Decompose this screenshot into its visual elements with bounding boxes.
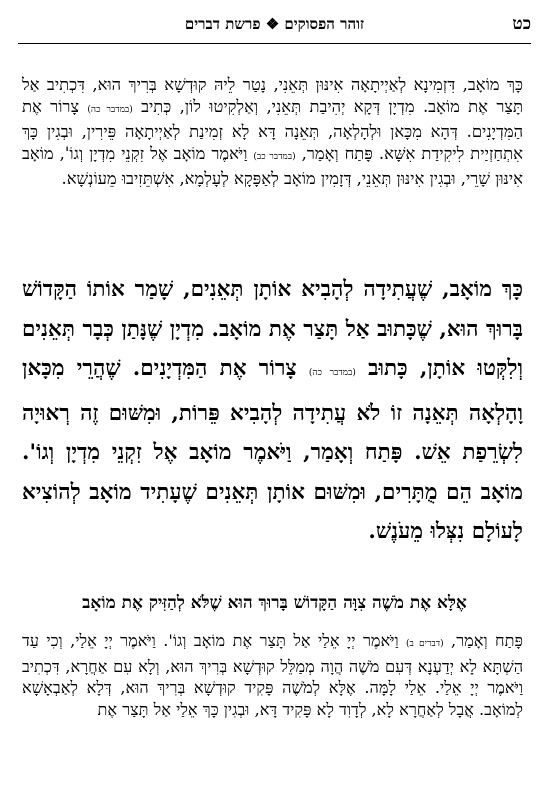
page-header (18, 14, 531, 38)
aramaic-1-text-a: כָּךְ מוֹאָב, דִּזְמִינָא לְאַיְיתָאָה אִינּוּן תְּאֵנִי, נָטַר לֵיהּ קוּדְשָׁא בְּרִיךְ הוּא, דִּכְתִיב אַל תָּצַר אֶת מוֹאָב. מִדְיָן דְּקָא יְהִיבַת תְּאֵנִי, וְאַלְקִיטוּ לוֹן, כְּתִיב (22, 75, 523, 116)
section-heading: אֶלָּא אֶת מֹשֶׁה צִוָּה הַקָּדוֹשׁ בָּרוּךְ הוּא שֶׁלֹּא לְהַזִּיק אֶת מוֹאָב (82, 593, 467, 613)
citation-devarim-2: (דברים ב) (406, 639, 444, 649)
hebrew-text-b: צָרוֹר אֶת הַמִּדְיָנִים. שֶׁהֲרֵי מִכָּאן וָהָלְאָה תְּאֵנָה זוֹ לֹא עֲתִידָה לְהָבִיא פֵּרוֹת, וּמִשּׁוּם זֶה רְאוּיָה לִשְׂרֵפַת אֵשׁ. פָּתַח וְאָמַר, וַיֹּאמֶר מוֹאָב אֶל זִקְנֵי מִדְיָן וְגוֹ'. מוֹאָב הֵם מֻתָּרִים, וּמִשּׁוּם אוֹתָן תְּאֵנִים שֶׁעָתִיד מוֹאָב לְהוֹצִיא לָעוֹלָם נִצְּלוּ מֵעֹנֶשׁ. (22, 356, 523, 544)
aramaic-2-text-a: פָּתַח וְאָמַר, (451, 631, 523, 650)
hebrew-translation-paragraph (22, 270, 523, 552)
aramaic-1-text-b: צָרוֹר אֶת הַמִּדְיָנִים. דְּהָא מִכָּאן וּלְהָלְאָה, תְּאֵנָה דָּא לָא זְמִינַת לְאַיְיתָאָה פֵּירִין, וּבְגִין כָּךְ אִתְחַזְיַית לִיקִידַת אִשָּׁא. פָּתַח וְאָמַר, (22, 96, 523, 163)
header-divider (18, 43, 531, 44)
running-title: זוהר הפסוקים ❖ פרשת דברים (184, 15, 365, 33)
aramaic-2-text-b: וַיֹּאמֶר יְיָ אֵלַי אַל תָּצַר אֶת מוֹאָב וְגוֹ'. וַיֹּאמֶר יְיָ אֵלַי, וְכִי עַד הַשְׁתָּא לָא יְדַעְנָא דְּעִם מֹשֶׁה הֲוָה מְמַלֵּל קוּדְשָׁא בְּרִיךְ הוּא, וְלָא עִם אַחֲרָא, דִּכְתִיב וַיֹּאמֶר יְיָ אֵלַי. אֵלַי לָמָּה. אֶלָּא לְמֹשֶׁה פָּקִיד קוּדְשָׁא בְּרִיךְ הוּא, דְּלָא לְאַבְאָשָׁא לְמוֹאָב. אֲבָל לְאַחֲרָא לָא, לְדָוִד לָא פָּקִיד דָּא, וּבְגִין כָּךְ אֵלַי אַל תָּצַר אֶת (22, 631, 523, 719)
aramaic-paragraph-2 (22, 630, 523, 720)
page-number: כט (512, 14, 531, 34)
citation-bamidbar-25: (במדבר כה) (87, 104, 133, 115)
aramaic-paragraph-1 (22, 74, 523, 190)
citation-bamidbar-22: (במדבר כב) (253, 151, 296, 162)
hebrew-text-a: כָּךְ מוֹאָב, שֶׁעֲתִידָה לְהָבִיא אוֹתָן תְּאֵנִים, שָׁמַר אוֹתוֹ הַקָּדוֹשׁ בָּרוּךְ הוּא, שֶׁכָּתוּב אַל תָּצַר אֶת מוֹאָב. מִדְיָן שֶׁנָּתַן כְּבָר תְּאֵנִים וְלִקְּטוּ אוֹתָן, כָּתוּב (22, 277, 523, 381)
aramaic-1-text-c: וַיֹּאמֶר מוֹאָב אֶל זִקְנֵי מִדְיָן וְגוֹ', מוֹאָב אִינּוּן שָׁרֵי, וּבְגִין אִינּוּן תְּאֵנֵי, דְּזָמִין מוֹאָב לְאַפָּקָא לְעָלְמָא, אִשְׁתֵּזִיבוּ מֵעוֹנְשָׁא. (22, 143, 523, 189)
citation-bamidbar-25-hebrew: (במדבר כה) (308, 368, 356, 378)
